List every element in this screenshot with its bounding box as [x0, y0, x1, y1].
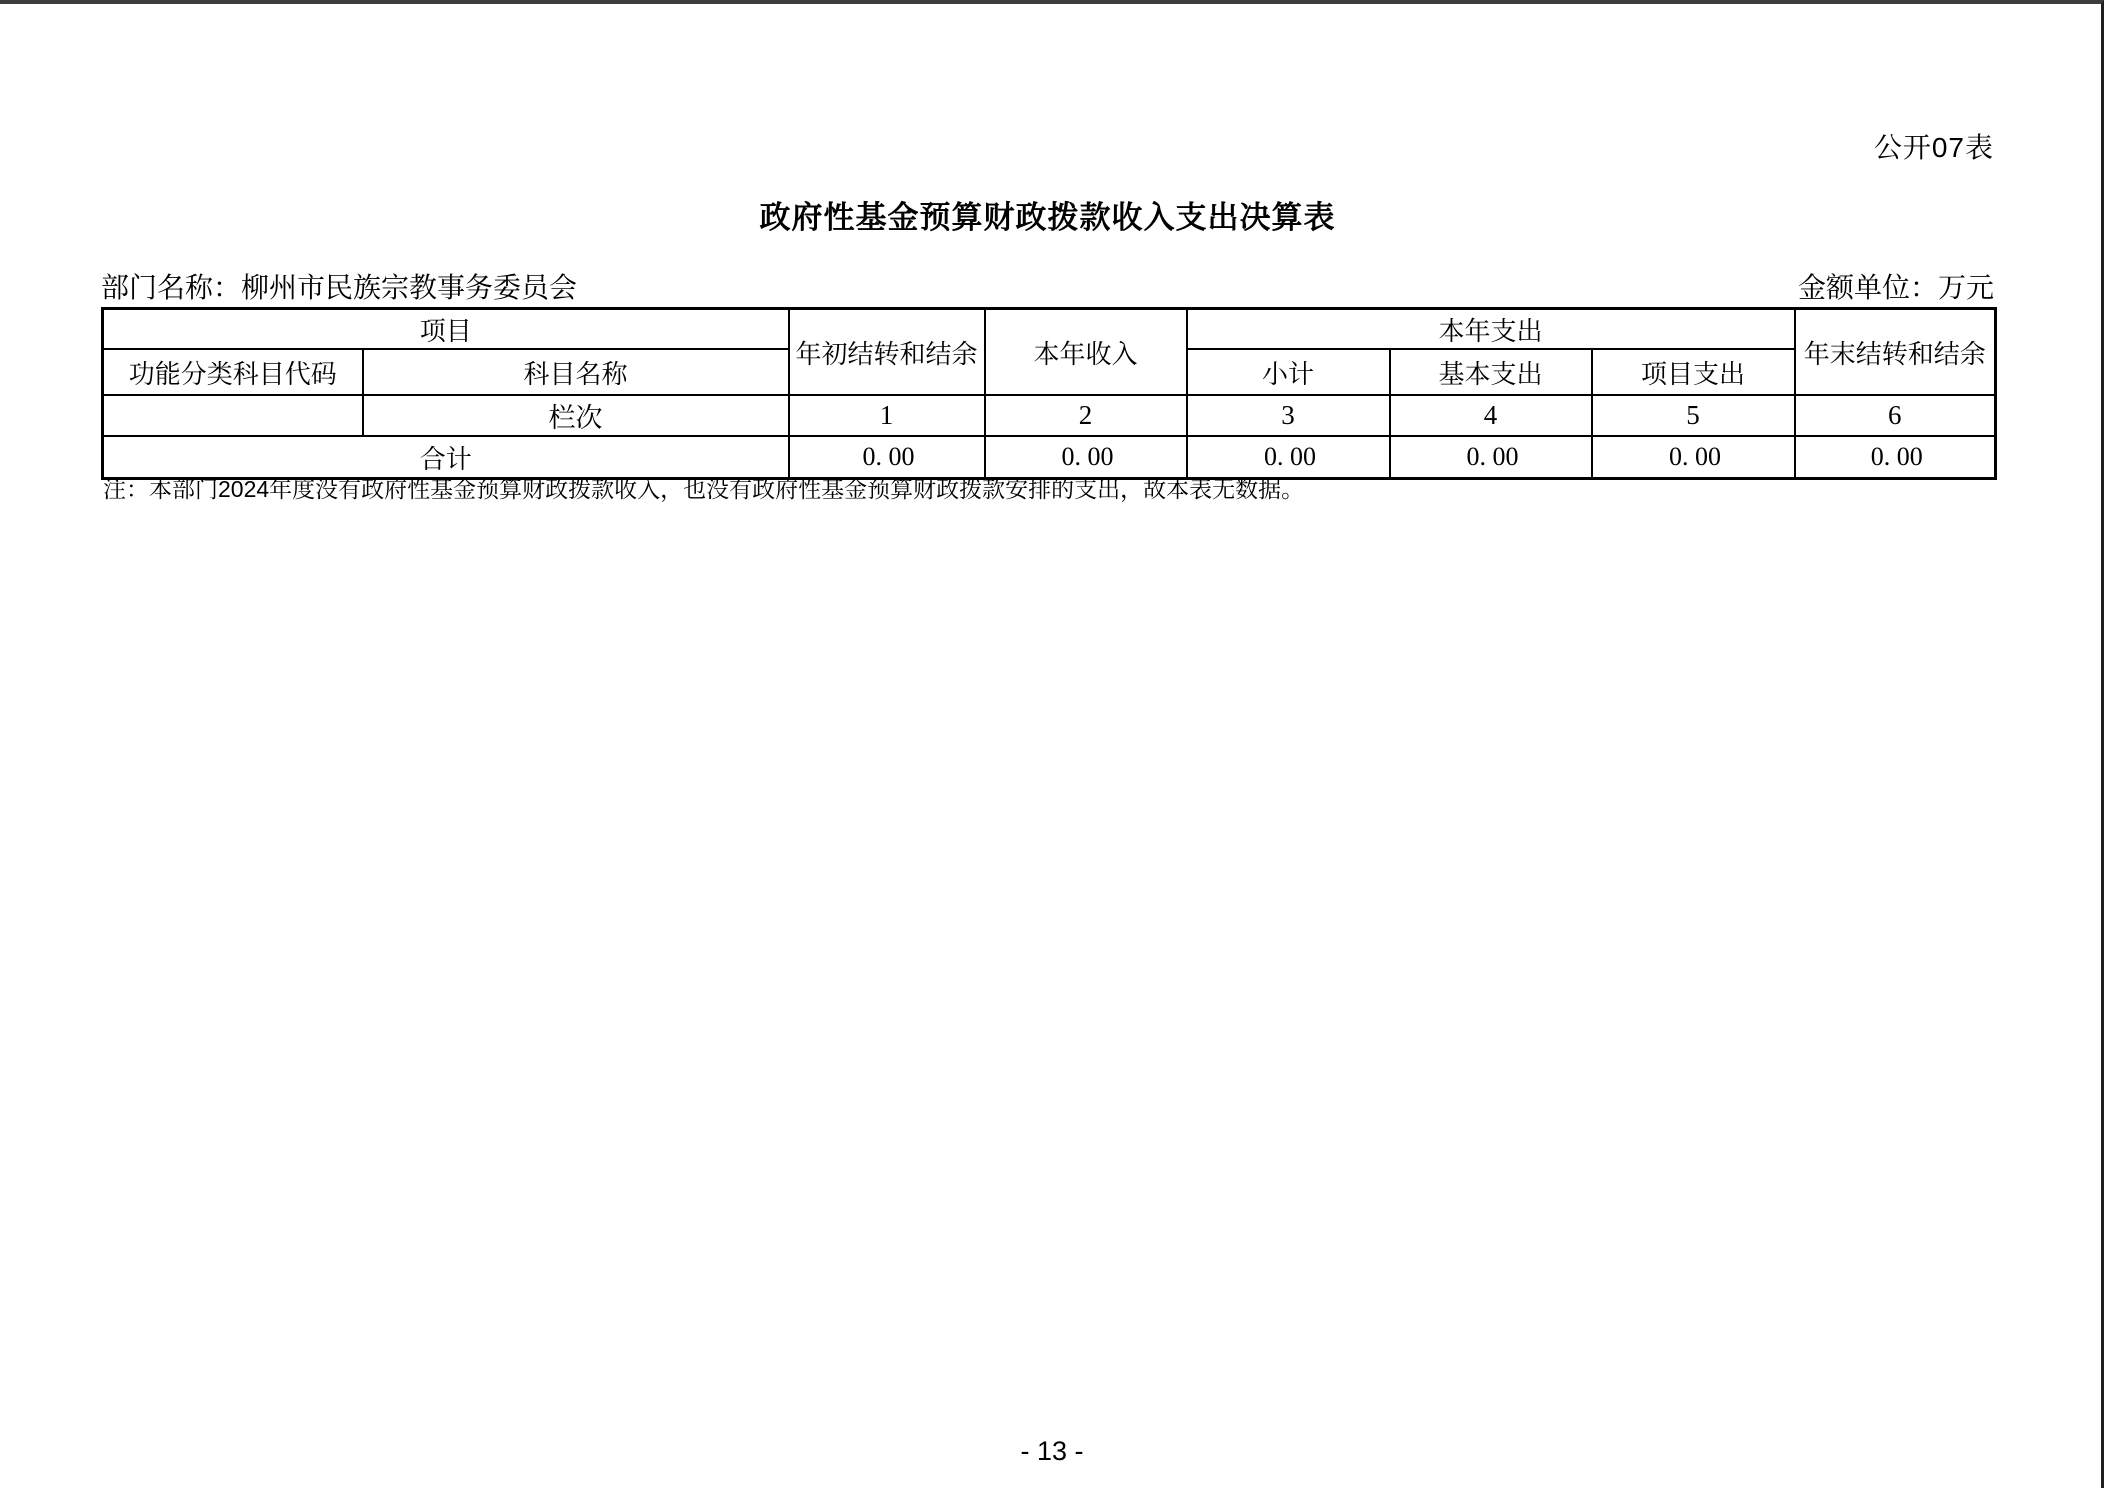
fund-budget-table	[101, 307, 1997, 480]
header-basic-expenditure: 基本支出	[1390, 349, 1592, 395]
column-index-6: 6	[1795, 395, 1996, 436]
page-number: - 13 -	[1020, 1436, 1084, 1466]
header-subject-name: 科目名称	[363, 349, 789, 395]
total-row-label: 合计	[103, 436, 789, 479]
total-opening-balance-value: 0. 00	[862, 442, 915, 471]
column-index-4: 4	[1390, 395, 1592, 436]
header-project-expenditure: 项目支出	[1592, 349, 1795, 395]
column-index-2: 2	[985, 395, 1187, 436]
total-subtotal-value: 0. 00	[1264, 442, 1317, 471]
header-current-year-income: 本年收入	[985, 309, 1187, 396]
column-index-3: 3	[1187, 395, 1390, 436]
total-basic-expenditure-value: 0. 00	[1466, 442, 1519, 471]
form-code-label: 公开07表	[1873, 132, 1994, 163]
amount-unit-label: 金额单位：万元	[1797, 272, 1994, 303]
column-index-empty-cell	[103, 395, 363, 436]
column-index-1: 1	[789, 395, 985, 436]
header-function-code: 功能分类科目代码	[103, 349, 363, 395]
table-header-row-1	[103, 309, 1996, 350]
header-subtotal: 小计	[1187, 349, 1390, 395]
column-index-5: 5	[1592, 395, 1795, 436]
header-closing-balance: 年末结转和结余	[1795, 309, 1996, 396]
meta-row	[101, 266, 1994, 306]
page-title: 政府性基金预算财政拨款收入支出决算表	[759, 200, 1336, 235]
column-index-row	[103, 395, 1996, 436]
header-opening-balance: 年初结转和结余	[789, 309, 985, 396]
footnote: 注：本部门2024年度没有政府性基金预算财政拨款收入，也没有政府性基金预算财政拨款安排的支出，故本表无数据。	[103, 476, 1305, 502]
header-current-year-expenditure-group: 本年支出	[1187, 309, 1795, 350]
total-current-year-income-value: 0. 00	[1061, 442, 1114, 471]
total-closing-balance-value: 0. 00	[1870, 442, 1923, 471]
department-name-label: 部门名称：柳州市民族宗教事务委员会	[101, 272, 578, 303]
column-index-label: 栏次	[363, 395, 789, 436]
header-project-group: 项目	[103, 309, 789, 350]
total-project-expenditure-value: 0. 00	[1669, 442, 1722, 471]
